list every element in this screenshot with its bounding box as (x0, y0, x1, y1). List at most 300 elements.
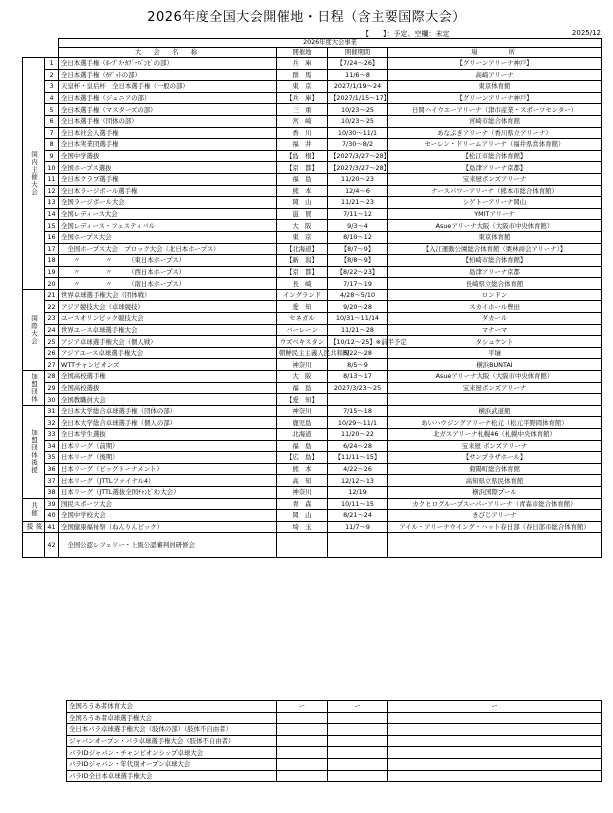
event-venue: 北海道 (277, 429, 328, 441)
row-number: 6 (45, 115, 59, 127)
row-number: 32 (45, 417, 59, 429)
row-number: 35 (45, 452, 59, 464)
event-place: 横浜BUNTAI (388, 359, 602, 371)
row-number: 3 (45, 81, 59, 93)
event-place: ロンドン (388, 289, 602, 301)
event-name: 全国ラージボール大会 (59, 197, 277, 209)
event-place: 【入江運動公園総合体育館（栗林商会アリーナ）】 (388, 243, 602, 255)
table-row (23, 150, 602, 162)
event-venue: 【京 都】 (277, 162, 328, 174)
event-place: Asueアリーナ大阪（大阪市中央体育館） (388, 371, 602, 383)
event-period: 10/23〜25 (328, 104, 388, 116)
footer-venue (277, 724, 328, 736)
event-name: 全日本選手権（ジュニアの部） (59, 92, 277, 104)
event-period: 9/20〜28 (328, 301, 388, 313)
table-row (23, 382, 602, 394)
table-row (23, 417, 602, 429)
row-number: 11 (45, 173, 59, 185)
event-venue: 【北海道】 (277, 243, 328, 255)
event-place: 日岡ハイウエーアリーナ（津市産業・スポーツセンター） (388, 104, 602, 116)
event-venue: 長 崎 (277, 278, 328, 290)
event-venue: 福 井 (277, 139, 328, 151)
row-number: 38 (45, 486, 59, 498)
event-period: 11/21〜23 (328, 197, 388, 209)
event-venue: 【愛 知】 (277, 394, 328, 406)
event-venue: 神奈川 (277, 359, 328, 371)
row-number: 16 (45, 231, 59, 243)
event-venue: 香 川 (277, 127, 328, 139)
event-period: 【2027/1/15〜17】 (328, 92, 388, 104)
event-period: 11/6〜8 (328, 69, 388, 81)
group-label-international: 国際大会 (23, 289, 45, 370)
row-number: 20 (45, 278, 59, 290)
row-number: 4 (45, 92, 59, 104)
col-header-period: 開催期間 (328, 48, 388, 58)
footer-event-name: 全国ろうあ者卓球選手権大会 (67, 712, 277, 724)
event-period: 【10/12〜25】※前半予定 (328, 336, 388, 348)
row-number: 2 (45, 69, 59, 81)
table-row (23, 104, 602, 116)
corner-cell (45, 39, 59, 48)
event-period: 【8/7〜9】 (328, 243, 388, 255)
group-label-empty (23, 533, 45, 558)
event-period: 10/23〜25 (328, 115, 388, 127)
footer-place (388, 770, 602, 782)
row-number: 24 (45, 324, 59, 336)
footer-row (67, 701, 602, 713)
footer-row (67, 758, 602, 770)
event-name: 世界卓球選手権大会（団体戦） (59, 289, 277, 301)
event-place: あいハウジングアリーナ松元（松元平野岡体育館） (388, 417, 602, 429)
event-venue: 【島 根】 (277, 150, 328, 162)
event-name: 全国健康福祉祭（ねんりんピック） (59, 521, 277, 533)
event-place: 宝来屋 ボンズアリーナ (388, 440, 602, 452)
row-number: 9 (45, 150, 59, 162)
event-period: 12/19 (328, 486, 388, 498)
table-row (23, 347, 602, 359)
footer-row (67, 712, 602, 724)
event-venue: 大 阪 (277, 220, 328, 232)
event-venue: 福 島 (277, 382, 328, 394)
table-row (23, 475, 602, 487)
row-number: 28 (45, 371, 59, 383)
table-row (23, 452, 602, 464)
event-period: 7/17〜19 (328, 278, 388, 290)
table-row (23, 162, 602, 174)
table-row (23, 278, 602, 290)
group-label-sponsor: 後援 (23, 521, 45, 533)
footer-place: ー (388, 701, 602, 713)
footer-period (328, 747, 388, 759)
table-row (23, 58, 602, 70)
row-number: 39 (45, 498, 59, 510)
event-period: 11/20〜22 (328, 429, 388, 441)
event-name: 全国ホープス選抜 (59, 162, 277, 174)
footer-body (67, 701, 602, 782)
event-venue: 宮 崎 (277, 115, 328, 127)
table-row (23, 498, 602, 510)
event-period: 8/10〜12 (328, 231, 388, 243)
footer-row (67, 724, 602, 736)
column-header-row (23, 48, 602, 58)
event-name: 全日本選手権（団体の部） (59, 115, 277, 127)
event-venue: 神奈川 (277, 486, 328, 498)
event-venue: 埼 玉 (277, 521, 328, 533)
footer-place (388, 712, 602, 724)
event-venue: 東 京 (277, 231, 328, 243)
event-period: 【2027/3/27〜28】 (328, 162, 388, 174)
event-name: 日本リーグ（前期） (59, 440, 277, 452)
event-name: アジア卓球選手権大会（個人戦） (59, 336, 277, 348)
row-number: 37 (45, 475, 59, 487)
event-place: 長崎県立総合体育館 (388, 278, 602, 290)
event-place: 島津アリーナ京都 (388, 266, 602, 278)
group-label-co-host: 共催 (23, 498, 45, 521)
table-row (23, 185, 602, 197)
row-number: 15 (45, 220, 59, 232)
table-row (23, 371, 602, 383)
page-title: 2026年度全国大会開催地・日程（含主要国際大会） (147, 10, 466, 25)
event-venue: 【新 潟】 (277, 255, 328, 267)
event-venue: 鹿児島 (277, 417, 328, 429)
event-period: 8/13〜17 (328, 371, 388, 383)
event-name: 日本リーグ（後期） (59, 452, 277, 464)
event-place: 【グリーンアリーナ神戸】 (388, 92, 602, 104)
row-number: 27 (45, 359, 59, 371)
event-period: 2027/1/19〜24 (328, 81, 388, 93)
event-name: 国民スポーツ大会 (59, 498, 277, 510)
event-period: 4/22〜26 (328, 463, 388, 475)
table-row (23, 255, 602, 267)
event-place: タシュケント (388, 336, 602, 348)
footer-event-name: 全国ろうあ者体育大会 (67, 701, 277, 713)
event-period: 11/20〜23 (328, 173, 388, 185)
event-venue: ウズベキスタン (277, 336, 328, 348)
event-venue: 兵 庫 (277, 58, 328, 70)
event-name: 全日本クラブ選手権 (59, 173, 277, 185)
event-period: 10/29〜11/1 (328, 417, 388, 429)
corner-cell (45, 48, 59, 58)
row-number: 18 (45, 255, 59, 267)
event-place: YMITアリーナ (388, 208, 602, 220)
legend-note: 【 】：予定、空欄：未定 (362, 30, 450, 38)
footer-event-name: パラIDジャパン・年代別オープン卓球大会 (67, 758, 277, 770)
event-place: 平壌 (388, 347, 602, 359)
event-period: 6/24〜28 (328, 440, 388, 452)
event-name: 全国公認レフェリー・上級公認審判員研修会 (59, 533, 277, 558)
footer-venue (277, 770, 328, 782)
event-venue: 【広 島】 (277, 452, 328, 464)
footer-place (388, 747, 602, 759)
event-place: あなぶきアリーナ（香川県立アリーナ） (388, 127, 602, 139)
footer-venue (277, 747, 328, 759)
row-number: 5 (45, 104, 59, 116)
table-row (23, 463, 602, 475)
footer-period (328, 758, 388, 770)
table-row (23, 521, 602, 533)
event-place: 宮崎市総合体育館 (388, 115, 602, 127)
event-venue (277, 533, 328, 558)
table-row (23, 394, 602, 406)
event-place: 【松江市総合体育館】 (388, 150, 602, 162)
footer-period (328, 770, 388, 782)
row-number: 34 (45, 440, 59, 452)
footer-venue: ー (277, 701, 328, 713)
table-row (23, 301, 602, 313)
header-top: 2026年度大会事業 (59, 39, 602, 48)
footer-table (66, 700, 602, 782)
event-place: スカイホール豊田 (388, 301, 602, 313)
footer-period (328, 735, 388, 747)
event-venue: 滋 賀 (277, 208, 328, 220)
event-venue: 熊 本 (277, 185, 328, 197)
event-venue: イングランド (277, 289, 328, 301)
row-number: 25 (45, 336, 59, 348)
footer-venue (277, 758, 328, 770)
event-place (388, 394, 602, 406)
event-venue: 東 京 (277, 81, 328, 93)
table-row (23, 429, 602, 441)
row-number: 1 (45, 58, 59, 70)
row-number: 22 (45, 301, 59, 313)
event-place: セーレン・ドリームアリーナ（福井県営体育館） (388, 139, 602, 151)
event-name: 全国中学校大会 (59, 510, 277, 522)
event-place: 宝来屋ボンズアリーナ (388, 173, 602, 185)
event-place: 菊陽町総合体育館 (388, 463, 602, 475)
footer-period (328, 712, 388, 724)
event-name: 日本リーグ（JTTL選抜全国ﾁｬﾝﾋﾟｵﾝ大会） (59, 486, 277, 498)
event-place: シゲトーアリーナ岡山 (388, 197, 602, 209)
table-row (23, 69, 602, 81)
event-name: 世界ユース卓球選手権大会 (59, 324, 277, 336)
event-name: 全国レディース・フェスティバル (59, 220, 277, 232)
event-venue: 岡 山 (277, 197, 328, 209)
event-period: 6/22〜28 (328, 347, 388, 359)
table-row (23, 139, 602, 151)
event-place: 宝来屋ボンズアリーナ (388, 382, 602, 394)
table-row (23, 289, 602, 301)
table-row (23, 266, 602, 278)
event-period: 7/15〜18 (328, 405, 388, 417)
schedule-body (23, 39, 602, 558)
event-venue: 朝鮮民主主義人民共和国 (277, 347, 328, 359)
corner-cell (23, 39, 45, 48)
table-row (23, 336, 602, 348)
event-venue: 【京 都】 (277, 266, 328, 278)
col-header-name: 大 会 名 称 (59, 48, 277, 58)
event-name: 全国ホープス大会 (59, 231, 277, 243)
footer-venue (277, 712, 328, 724)
event-place: 【サンプラザホール】 (388, 452, 602, 464)
footer-place (388, 735, 602, 747)
event-place: Asueアリーナ大阪（大阪市中央体育館） (388, 220, 602, 232)
event-name: 全国教職員大会 (59, 394, 277, 406)
event-venue: 【兵 庫】 (277, 92, 328, 104)
event-place: 横浜武道館 (388, 405, 602, 417)
event-period: 12/4〜6 (328, 185, 388, 197)
event-period: 7/30〜8/2 (328, 139, 388, 151)
event-place: きびじアリーナ (388, 510, 602, 522)
event-period: 2027/3/23〜25 (328, 382, 388, 394)
event-period: 11/21〜28 (328, 324, 388, 336)
event-place: カクヒログループスーパーアリーナ（青森市総合体育館） (388, 498, 602, 510)
row-number: 14 (45, 208, 59, 220)
event-venue: 群 馬 (277, 69, 328, 81)
event-name: アジアユース卓球選手権大会 (59, 347, 277, 359)
event-period: 10/31〜11/14 (328, 313, 388, 325)
event-name: 全国ホープス大会 ブロック大会（北日本ホープス） (59, 243, 277, 255)
row-number: 26 (45, 347, 59, 359)
row-number: 8 (45, 139, 59, 151)
table-row (23, 359, 602, 371)
table-row (23, 81, 602, 93)
footer-event-name: パラIDジャパン・チャンピオンシップ卓球大会 (67, 747, 277, 759)
footer-place (388, 758, 602, 770)
footer-event-name: ジャパンオープン・パラ卓球選手権大会（肢体不自由者） (67, 735, 277, 747)
event-name: ユースオリンピック競技大会 (59, 313, 277, 325)
table-row (23, 533, 602, 558)
corner-cell (23, 48, 45, 58)
event-place: 高崎アリーナ (388, 69, 602, 81)
schedule-table (22, 38, 602, 558)
row-number: 12 (45, 185, 59, 197)
event-name: WTTチャンピオンズ (59, 359, 277, 371)
table-row (23, 486, 602, 498)
footer-period: ー (328, 701, 388, 713)
table-row (23, 220, 602, 232)
table-row (23, 231, 602, 243)
event-name: 〃 〃 （東日本ホープス） (59, 255, 277, 267)
col-header-place: 場 所 (388, 48, 602, 58)
event-period: 11/7〜9 (328, 521, 388, 533)
footer-event-name: 全日本パラ卓球選手権大会（肢体の部）（肢体不自由者） (67, 724, 277, 736)
event-period (328, 394, 388, 406)
footer-event-name: パラID全日本卓球選手権大会 (67, 770, 277, 782)
event-period: 10/30〜11/1 (328, 127, 388, 139)
event-place: 横浜国際プール (388, 486, 602, 498)
event-venue: 三 重 (277, 104, 328, 116)
table-row (23, 243, 602, 255)
event-place: 東京体育館 (388, 81, 602, 93)
table-row (23, 510, 602, 522)
row-number: 31 (45, 405, 59, 417)
event-name: 全日本選手権（ｶﾃﾞｯﾄの部） (59, 69, 277, 81)
group-label-affiliate: 加盟団体 (23, 371, 45, 406)
event-period: 【7/24〜26】 (328, 58, 388, 70)
event-period: 7/11〜12 (328, 208, 388, 220)
event-venue: 神奈川 (277, 405, 328, 417)
event-place: マナーマ (388, 324, 602, 336)
footer-period (328, 724, 388, 736)
event-name: 日本リーグ（ビッグトーナメント） (59, 463, 277, 475)
event-name: 全国中学選抜 (59, 150, 277, 162)
event-name: 天皇杯・皇后杯 全日本選手権（一般の部） (59, 81, 277, 93)
event-place: ダカール (388, 313, 602, 325)
row-number: 13 (45, 197, 59, 209)
event-period: 8/21〜24 (328, 510, 388, 522)
event-name: 全日本大学総合卓球選手権（団体の部） (59, 405, 277, 417)
row-number: 17 (45, 243, 59, 255)
event-period: 9/3〜4 (328, 220, 388, 232)
row-number: 40 (45, 510, 59, 522)
event-name: アジア競技大会（卓球競技） (59, 301, 277, 313)
table-row (23, 197, 602, 209)
event-venue: 岡 山 (277, 510, 328, 522)
event-period: 12/12〜13 (328, 475, 388, 487)
event-place (388, 533, 602, 558)
event-period: 【11/11〜15】 (328, 452, 388, 464)
row-number: 36 (45, 463, 59, 475)
event-name: 〃 〃 （南日本ホープス） (59, 278, 277, 290)
table-row (23, 127, 602, 139)
event-place: アイル・アリーナウイング・ハット春日部（春日部市総合体育館） (388, 521, 602, 533)
table-row (23, 405, 602, 417)
col-header-venue: 開催地 (277, 48, 328, 58)
document-date: 2025/12 (571, 29, 601, 37)
row-number: 29 (45, 382, 59, 394)
event-place: 【島津アリーナ京都】 (388, 162, 602, 174)
row-number: 23 (45, 313, 59, 325)
event-place: 【柏崎市総合体育館】 (388, 255, 602, 267)
table-row (23, 313, 602, 325)
event-venue: 福 島 (277, 173, 328, 185)
event-name: 全日本選手権（マスターズの部） (59, 104, 277, 116)
table-row (23, 115, 602, 127)
row-number: 41 (45, 521, 59, 533)
event-venue: 熊 本 (277, 463, 328, 475)
row-number: 33 (45, 429, 59, 441)
event-period: 【2027/3/27〜28】 (328, 150, 388, 162)
event-place: 東京体育館 (388, 231, 602, 243)
row-number: 10 (45, 162, 59, 174)
event-place: ナースパワーアリーナ（熊本市総合体育館） (388, 185, 602, 197)
event-period: 4/28〜5/10 (328, 289, 388, 301)
row-number: 42 (45, 533, 59, 558)
event-place: 【グリーンアリーナ神戸】 (388, 58, 602, 70)
event-name: 〃 〃 （西日本ホープス） (59, 266, 277, 278)
event-venue: 愛 知 (277, 301, 328, 313)
event-name: 全国高校選抜 (59, 382, 277, 394)
row-number: 19 (45, 266, 59, 278)
event-period (328, 533, 388, 558)
event-period: 8/5〜9 (328, 359, 388, 371)
footer-row (67, 735, 602, 747)
event-period: 【8/22〜23】 (328, 266, 388, 278)
event-name: 全国高校選手権 (59, 371, 277, 383)
footer-row (67, 747, 602, 759)
table-row (23, 92, 602, 104)
event-name: 全日本ラージボール選手権 (59, 185, 277, 197)
event-name: 全日本実業団選手権 (59, 139, 277, 151)
group-label-domestic: 国内主催大会 (23, 58, 45, 290)
row-number: 7 (45, 127, 59, 139)
event-venue: 青 森 (277, 498, 328, 510)
table-row (23, 324, 602, 336)
event-name: 全日本大学総合卓球選手権（個人の部） (59, 417, 277, 429)
row-number: 21 (45, 289, 59, 301)
event-name: 全日本学生選抜 (59, 429, 277, 441)
footer-place (388, 724, 602, 736)
table-header-row (23, 39, 602, 48)
event-name: 日本リーグ（JTTLファイナル4） (59, 475, 277, 487)
event-name: 全日本社会人選手権 (59, 127, 277, 139)
event-period: 10/11〜15 (328, 498, 388, 510)
event-venue: 高 知 (277, 475, 328, 487)
event-venue: 福 島 (277, 440, 328, 452)
event-venue: セネガル (277, 313, 328, 325)
table-row (23, 440, 602, 452)
row-number: 30 (45, 394, 59, 406)
